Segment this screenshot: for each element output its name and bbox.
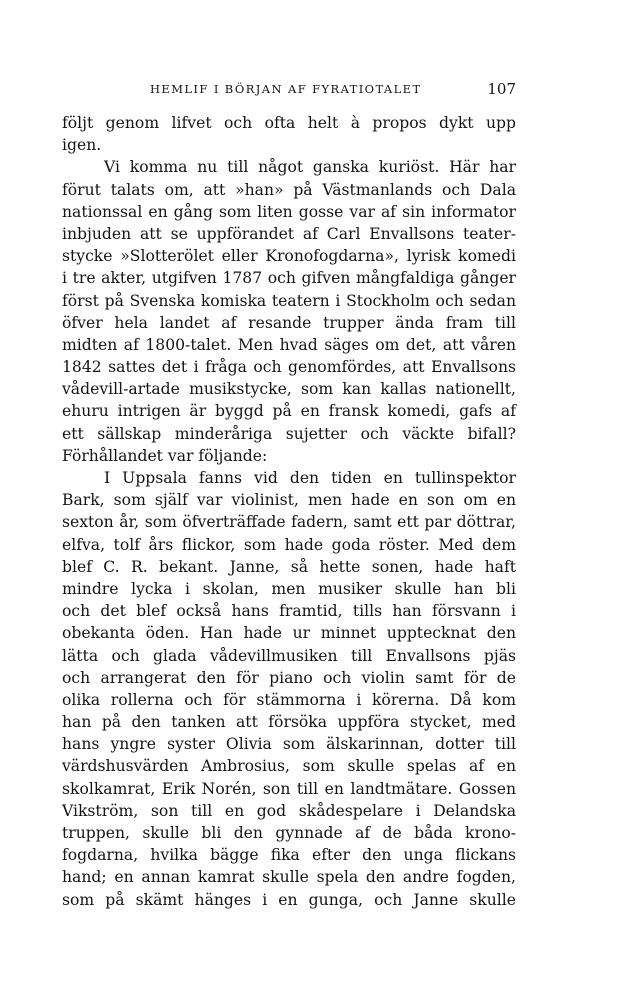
text-line: Bark, som själf var violinist, men hade en son om en xyxy=(62,491,516,510)
text-line: igen. xyxy=(62,136,102,155)
text-line: Förhållandet var följande: xyxy=(62,446,268,465)
paragraph-2 xyxy=(62,156,516,467)
text-line: först på Svenska komiska teatern i Stockholm och sedan xyxy=(62,291,516,310)
text-line: fogdarna, hvilka bägge fika efter den unga flickans xyxy=(62,846,516,865)
text-line: och det blef också hans framtid, tills han försvann i xyxy=(62,602,516,621)
text-line: vådevill-artade musikstycke, som kan kallas nationellt, xyxy=(62,380,516,399)
text-line: förut talats om, att »han» på Västmanlands och Dala xyxy=(62,180,516,199)
text-line: sexton år, som öfverträffade fadern, samt ett par döttrar, xyxy=(62,513,516,532)
text-line: blef C. R. bekant. Janne, så hette sonen, hade haft xyxy=(62,557,516,576)
text-line: stycke »Slotterölet eller Kronofogdarna», lyrisk komedi xyxy=(62,247,516,266)
text-line: öfver hela landet af resande trupper ända fram till xyxy=(62,313,516,332)
text-line: hans yngre syster Olivia som älskarinnan, dotter till xyxy=(62,735,516,754)
text-line: obekanta öden. Han hade ur minnet upptecknat den xyxy=(62,624,516,643)
text-line: hand; en annan kamrat skulle spela den andre fogden, xyxy=(62,868,516,887)
text-line: 1842 sattes det i fråga och genomfördes, att Envallsons xyxy=(62,358,516,377)
text-line: mindre lycka i skolan, men musiker skulle han bli xyxy=(62,579,516,598)
text-line: i tre akter, utgifven 1787 och gifven mångfaldiga gånger xyxy=(62,269,516,288)
text-line: truppen, skulle bli den gynnade af de båda krono- xyxy=(62,824,516,842)
paragraph-1 xyxy=(62,112,516,156)
text-line: inbjuden att se uppförandet af Carl Envallsons teater- xyxy=(62,224,516,243)
text-line: nationssal en gång som liten gosse var af sin informator xyxy=(62,202,516,221)
text-line: elfva, tolf års flickor, som hade goda röster. Med dem xyxy=(62,535,516,554)
running-head xyxy=(62,80,516,100)
text-line: följt genom lifvet och ofta helt à propos dykt upp xyxy=(62,114,516,132)
text-line: Vi komma nu till något ganska kuriöst. Här har xyxy=(104,158,516,177)
text-line: ett sällskap minderåriga sujetter och väckte bifall? xyxy=(62,424,516,443)
text-line: lätta och glada vådevillmusiken till Envallsons pjäs xyxy=(62,646,516,665)
running-title: HEMLIF I BÖRJAN AF FYRATIOTALET xyxy=(150,82,422,96)
text-line: värdshusvärden Ambrosius, som skulle spelas af en xyxy=(62,757,516,776)
text-line: Vikström, son till en god skådespelare i Delandska xyxy=(62,801,516,820)
text-line: och arrangerat den för piano och violin samt för de xyxy=(62,668,516,687)
text-line: midten af 1800-talet. Men hvad säges om det, att våren xyxy=(62,335,516,354)
text-line: olika rollerna och för stämmorna i körerna. Då kom xyxy=(62,690,516,709)
body-text xyxy=(62,112,516,911)
text-line: han på den tanken att försöka uppföra stycket, med xyxy=(62,713,516,732)
page-number: 107 xyxy=(487,80,516,98)
text-line: skolkamrat, Erik Norén, son till en landtmätare. Gossen xyxy=(62,779,516,798)
text-line: som på skämt hänges i en gunga, och Janne skulle xyxy=(62,890,516,909)
paragraph-3 xyxy=(62,467,516,911)
text-line: ehuru intrigen är byggd på en fransk komedi, gafs af xyxy=(62,402,516,421)
text-line: I Uppsala fanns vid den tiden en tullinspektor xyxy=(104,469,516,487)
